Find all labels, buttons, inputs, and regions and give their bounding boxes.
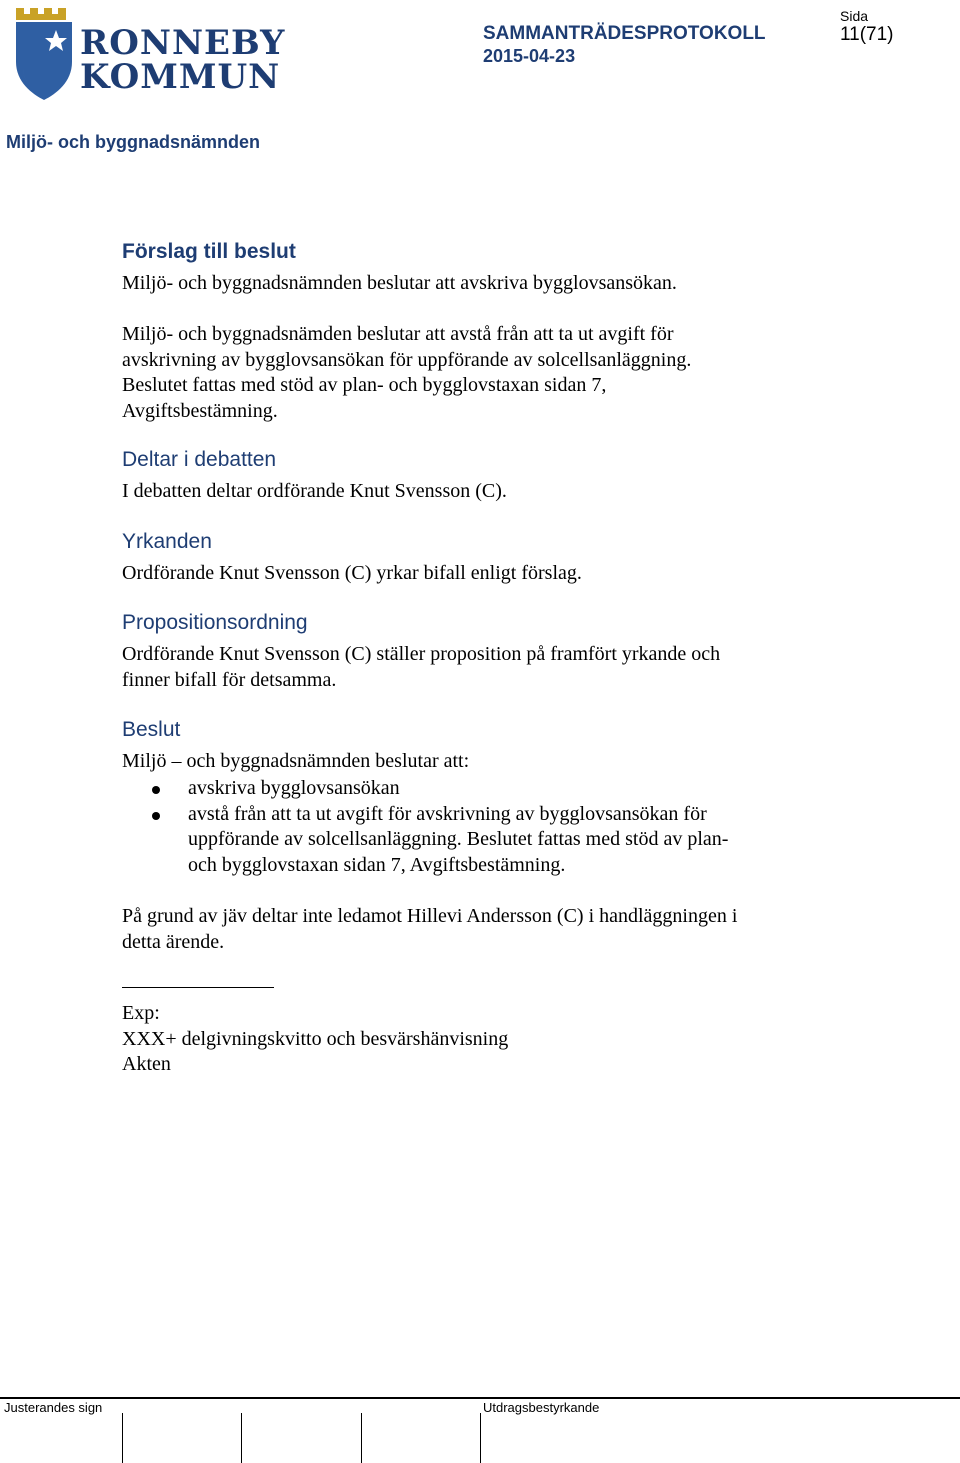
- meeting-date: 2015-04-23: [483, 46, 576, 66]
- signature-box-divider: [241, 1413, 242, 1463]
- exp-line2: Akten: [122, 1053, 171, 1075]
- beslut-bullet1: avskriva bygglovsansökan: [188, 777, 400, 799]
- signature-box-divider: [122, 1413, 123, 1463]
- heading-yrkanden: Yrkanden: [122, 530, 212, 553]
- jav-line2: detta ärende.: [122, 930, 225, 953]
- footer-divider: [0, 1397, 960, 1399]
- beslut-intro: Miljö – och byggnadsnämnden beslutar att:: [122, 750, 470, 772]
- bullet-icon: [152, 812, 160, 820]
- logo-text: [80, 23, 286, 97]
- page-number: 11(71): [840, 24, 894, 45]
- beslut-bullet2-line1: avstå från att ta ut avgift för avskrivning av bygglovsansökan för: [188, 802, 707, 825]
- yrkanden-text: Ordförande Knut Svensson (C) yrkar bifall enligt förslag.: [122, 562, 582, 584]
- beslut-bullet2-line3: och bygglovstaxan sidan 7, Avgiftsbestämning.: [188, 853, 566, 876]
- jav-paragraph: [122, 904, 842, 955]
- beslut-bullet2-line2: uppförande av solcellsanläggning. Beslutet fattas med stöd av plan-: [188, 828, 729, 850]
- logo-text-line2: KOMMUN: [80, 57, 281, 97]
- separator-line: [122, 987, 274, 988]
- forslag-p2-line1: Miljö- och byggnadsnämden beslutar att avstå från att ta ut avgift för: [122, 323, 674, 345]
- forslag-paragraph-2: [122, 322, 822, 424]
- heading-beslut: Beslut: [122, 718, 181, 741]
- forslag-paragraph-1: [122, 271, 822, 297]
- page-label: Sida: [840, 8, 869, 24]
- forslag-p2-line3: Beslutet fattas med stöd av plan- och bygglovstaxan sidan 7,: [122, 374, 607, 396]
- jav-line1: På grund av jäv deltar inte ledamot Hillevi Andersson (C) i handläggningen i: [122, 905, 738, 927]
- forslag-p2-line2: avskrivning av bygglovsansökan för uppförande av solcellsanläggning.: [122, 348, 692, 371]
- debatt-text: I debatten deltar ordförande Knut Svensson (C).: [122, 480, 507, 502]
- list-item: [122, 776, 808, 802]
- heading-debatt: Deltar i debatten: [122, 448, 277, 471]
- beslut-list: [122, 776, 808, 878]
- proposition-text: [122, 642, 822, 693]
- exp-line1: XXX+ delgivningskvitto och besvärshänvisning: [122, 1027, 509, 1050]
- proposition-line2: finner bifall för detsamma.: [122, 668, 337, 691]
- utdragsbestyrkande-label: Utdragsbestyrkande: [483, 1400, 600, 1415]
- justerandes-sign-label: Justerandes sign: [4, 1400, 103, 1415]
- logo-text-line1: RONNEBY: [80, 23, 286, 63]
- document-type: SAMMANTRÄDESPROTOKOLL: [483, 23, 766, 44]
- forslag-p2-line4: Avgiftsbestämning.: [122, 399, 278, 422]
- exp-label: Exp:: [122, 1002, 160, 1024]
- forslag-p1-text: Miljö- och byggnadsnämnden beslutar att avskriva bygglovsansökan.: [122, 272, 677, 294]
- exp-block: [122, 1001, 822, 1078]
- signature-box-divider: [361, 1413, 362, 1463]
- heading-forslag: Förslag till beslut: [122, 240, 296, 263]
- heading-proposition: Propositionsordning: [122, 611, 308, 634]
- signature-box-divider: [480, 1413, 481, 1463]
- proposition-line1: Ordförande Knut Svensson (C) ställer proposition på framfört yrkande och: [122, 643, 721, 665]
- ronneby-coat-of-arms-icon: [12, 4, 76, 102]
- committee-name: Miljö- och byggnadsnämnden: [6, 132, 261, 152]
- list-item: [122, 802, 808, 879]
- bullet-icon: [152, 786, 160, 794]
